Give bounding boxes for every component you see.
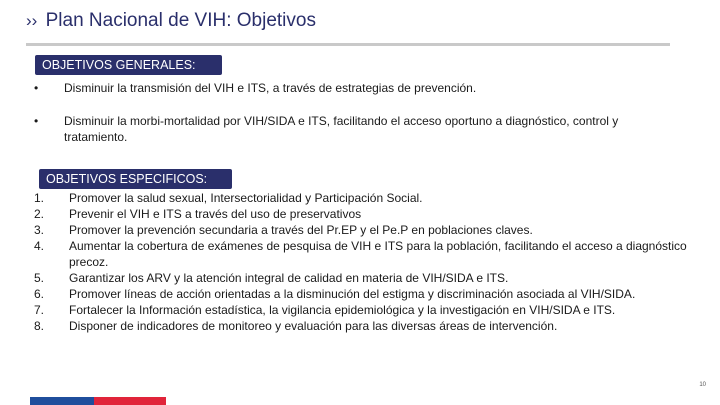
list-item — [34, 270, 694, 286]
list-item-text: Disminuir la transmisión del VIH e ITS, a través de estrategias de prevención. — [64, 81, 477, 95]
slide-title-text: Plan Nacional de VIH: Objetivos — [45, 10, 316, 31]
page-number: 10 — [699, 382, 706, 388]
list-item-text: Disponer de indicadores de monitoreo y evaluación para las diversas áreas de intervención. — [69, 319, 558, 333]
item-number: 1. — [34, 191, 45, 205]
list-item-text: Disminuir la morbi-mortalidad por VIH/SIDA e ITS, facilitando el acceso oportuno a diagnóstico, control y tratamiento. — [64, 114, 619, 144]
flag-bar — [30, 397, 166, 405]
list-item — [34, 190, 694, 206]
bullet-icon: • — [34, 81, 39, 95]
item-number: 7. — [34, 303, 45, 317]
list-item-text: Promover líneas de acción orientadas a la disminución del estigma y discriminación asociada al VIH/SIDA. — [69, 287, 636, 301]
flag-red-segment — [94, 397, 166, 405]
item-number: 5. — [34, 271, 45, 285]
chevron-icon: ›› — [26, 11, 38, 30]
list-item-text: Prevenir el VIH e ITS a través del uso de preservativos — [69, 207, 362, 221]
item-number: 8. — [34, 319, 45, 333]
item-number: 2. — [34, 207, 45, 221]
flag-blue-segment — [30, 397, 94, 405]
list-item — [34, 318, 694, 334]
list-item — [34, 238, 694, 270]
slide-title — [26, 10, 316, 32]
list-item — [34, 222, 694, 238]
title-divider — [26, 43, 670, 46]
list-item-text: Aumentar la cobertura de exámenes de pesquisa de VIH e ITS para la población, facilitando el acceso a diagnóstico precoz. — [69, 239, 687, 269]
list-item-text: Promover la prevención secundaria a través del Pr.EP y el Pe.P en poblaciones claves. — [69, 223, 533, 237]
list-item-text: Promover la salud sexual, Intersectorialidad y Participación Social. — [69, 191, 423, 205]
bullet-icon: • — [34, 114, 39, 128]
specific-objectives-list — [34, 190, 694, 334]
list-item-text: Garantizar los ARV y la atención integral de calidad en materia de VIH/SIDA e ITS. — [69, 271, 509, 285]
item-number: 3. — [34, 223, 45, 237]
section-heading-generales: OBJETIVOS GENERALES: — [35, 55, 222, 75]
item-number: 6. — [34, 287, 45, 301]
list-item-text: Fortalecer la Información estadística, la vigilancia epidemiológica y la investigación en VIH/SIDA e ITS. — [69, 303, 616, 317]
list-item — [34, 302, 694, 318]
list-item — [34, 286, 694, 302]
item-number: 4. — [34, 239, 45, 253]
list-item — [34, 206, 694, 222]
section-heading-especificos: OBJETIVOS ESPECIFICOS: — [39, 169, 232, 189]
